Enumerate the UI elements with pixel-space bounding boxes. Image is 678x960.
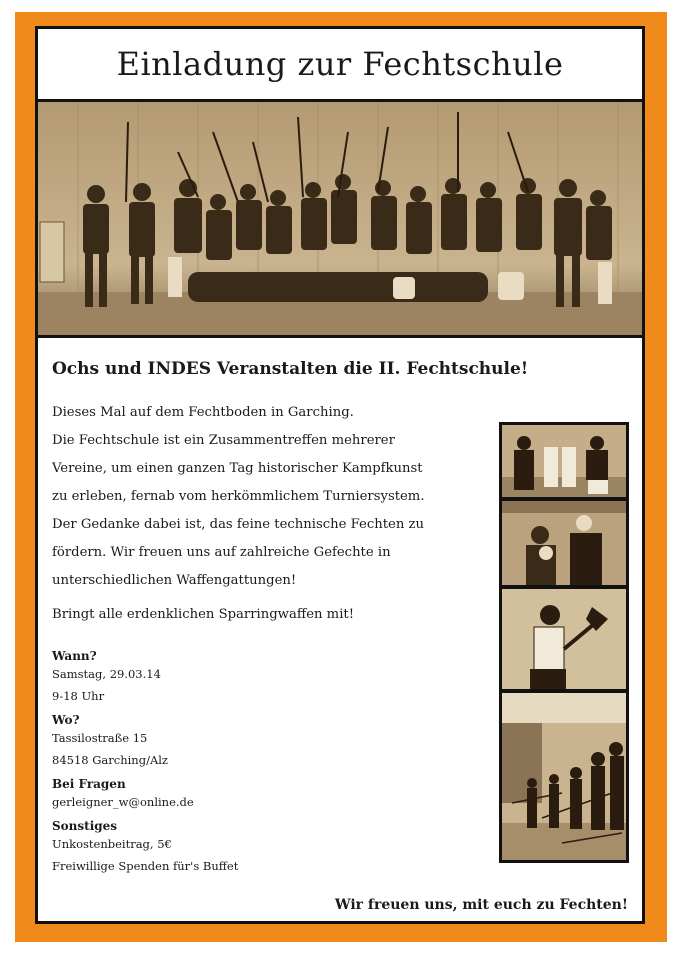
poster-title: Einladung zur Fechtschule — [116, 45, 564, 83]
closing-text: Wir freuen uns, mit euch zu Fechten! — [334, 897, 628, 913]
intro-text — [52, 399, 492, 629]
side-photo-1 — [502, 425, 626, 497]
misc-section — [52, 819, 382, 877]
when-section — [52, 649, 382, 707]
address-city: 84518 Garching/Alz — [52, 753, 168, 767]
intro-line: Dieses Mal auf dem Fechtboden in Garching. — [52, 405, 354, 420]
misc-label: Sonstiges — [52, 819, 118, 833]
intro-line: fördern. Wir freuen uns auf zahlreiche Gefechte in — [52, 545, 391, 560]
where-section — [52, 713, 382, 771]
side-photo-4 — [502, 693, 626, 860]
intro-line: unterschiedlichen Waffengattungen! — [52, 573, 297, 588]
poster-frame — [35, 26, 645, 924]
donations-text: Freiwillige Spenden für's Buffet — [52, 859, 239, 873]
intro-line: Vereine, um einen ganzen Tag historischer Kampfkunst — [52, 461, 423, 476]
when-label: Wann? — [52, 649, 97, 663]
title-bar — [38, 29, 642, 102]
event-info — [52, 649, 382, 883]
call-to-action: Bringt alle erdenklichen Sparringwaffen mit! — [52, 607, 355, 622]
questions-section — [52, 777, 382, 813]
intro-line: zu erleben, fernab vom herkömmlichem Turniersystem. — [52, 489, 425, 504]
address-street: Tassilostraße 15 — [52, 731, 148, 745]
event-subtitle: Ochs und INDES Veranstalten die II. Fechtschule! — [52, 359, 529, 379]
group-photo-illustration — [38, 102, 642, 335]
intro-line: Die Fechtschule ist ein Zusammentreffen mehrerer — [52, 433, 395, 448]
poster-border — [15, 12, 667, 942]
event-time: 9-18 Uhr — [52, 689, 105, 703]
contact-email[interactable]: gerleigner_w@online.de — [52, 795, 194, 809]
side-photo-strip — [499, 422, 629, 863]
group-photo — [38, 102, 642, 338]
side-photo-3 — [502, 589, 626, 689]
event-date: Samstag, 29.03.14 — [52, 667, 161, 681]
intro-line: Der Gedanke dabei ist, das feine technische Fechten zu — [52, 517, 424, 532]
fee-text: Unkostenbeitrag, 5€ — [52, 837, 172, 851]
questions-label: Bei Fragen — [52, 777, 126, 791]
side-photo-2 — [502, 501, 626, 585]
where-label: Wo? — [52, 713, 80, 727]
